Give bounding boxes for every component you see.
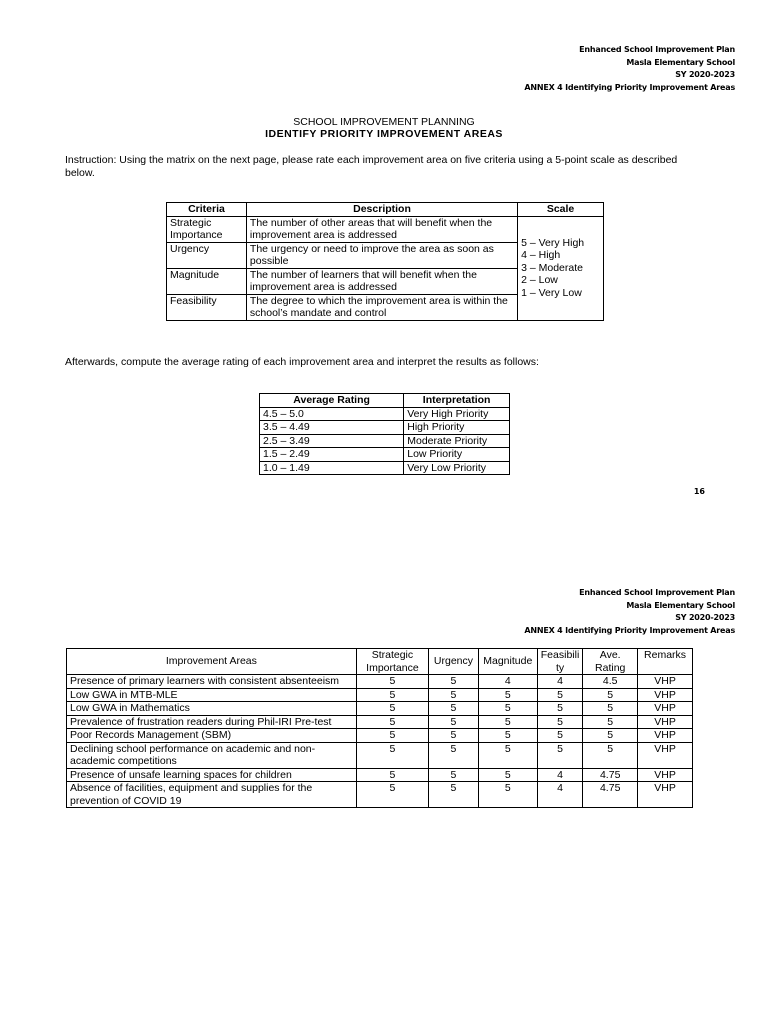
- criteria-cell: Magnitude: [167, 268, 247, 294]
- urgency-header: Urgency: [429, 649, 479, 675]
- strategic-cell: 5: [356, 729, 428, 743]
- remarks-cell: VHP: [638, 715, 693, 729]
- magnitude-cell: 5: [478, 768, 537, 782]
- ave-rating-cell: 5: [583, 715, 638, 729]
- remarks-cell: VHP: [638, 768, 693, 782]
- rating-range-cell: 4.5 – 5.0: [260, 407, 404, 421]
- feasibility-cell: 4: [537, 675, 583, 689]
- criteria-cell: Feasibility: [167, 294, 247, 320]
- plan-title: Enhanced School Improvement Plan: [579, 45, 735, 54]
- table-row: [67, 742, 693, 768]
- strategic-cell: 5: [356, 742, 428, 768]
- ave-rating-cell: 5: [583, 688, 638, 702]
- urgency-cell: 5: [429, 715, 479, 729]
- strategic-cell: 5: [356, 675, 428, 689]
- feasibility-cell: 5: [537, 742, 583, 768]
- rating-table: [259, 393, 510, 475]
- ave-rating-cell: 5: [583, 702, 638, 716]
- urgency-cell: 5: [429, 742, 479, 768]
- table-row: [67, 715, 693, 729]
- magnitude-cell: 5: [478, 702, 537, 716]
- magnitude-cell: 5: [478, 729, 537, 743]
- ave-rating-cell: 4.75: [583, 768, 638, 782]
- urgency-cell: 5: [429, 782, 479, 808]
- afterwards-text: Afterwards, compute the average rating of each improvement area and interpret the results as follows:: [65, 356, 539, 368]
- table-row: [67, 729, 693, 743]
- interpretation-cell: High Priority: [404, 421, 510, 435]
- remarks-header: Remarks: [638, 649, 693, 675]
- ave-rating-cell: 4.5: [583, 675, 638, 689]
- rating-range-cell: 1.5 – 2.49: [260, 448, 404, 462]
- interpretation-header: Interpretation: [404, 394, 510, 408]
- table-row: [67, 702, 693, 716]
- improvement-areas-header: Improvement Areas: [67, 649, 357, 675]
- magnitude-cell: 5: [478, 688, 537, 702]
- remarks-cell: VHP: [638, 782, 693, 808]
- page-header-1: [524, 44, 735, 94]
- area-cell: Prevalence of frustration readers during Phil-IRI Pre-test: [67, 715, 357, 729]
- urgency-cell: 5: [429, 702, 479, 716]
- feasibility-cell: 4: [537, 768, 583, 782]
- table-row: [260, 448, 510, 462]
- improvement-areas-table: [66, 648, 693, 808]
- urgency-cell: 5: [429, 729, 479, 743]
- urgency-cell: 5: [429, 688, 479, 702]
- school-year: SY 2020-2023: [675, 70, 735, 79]
- remarks-cell: VHP: [638, 742, 693, 768]
- area-cell: Presence of primary learners with consistent absenteeism: [67, 675, 357, 689]
- remarks-cell: VHP: [638, 688, 693, 702]
- feasibility-cell: 5: [537, 702, 583, 716]
- rating-header-row: [260, 394, 510, 408]
- remarks-cell: VHP: [638, 702, 693, 716]
- description-cell: The degree to which the improvement area is within the school’s mandate and control: [246, 294, 517, 320]
- feasibility-cell: 5: [537, 729, 583, 743]
- plan-title: Enhanced School Improvement Plan: [579, 588, 735, 597]
- instruction-text: Instruction: Using the matrix on the next page, please rate each improvement area on five criteria using a 5-point scale as described below.: [65, 154, 678, 179]
- table-row: [260, 421, 510, 435]
- scale-item: 1 – Very Low: [521, 286, 582, 299]
- criteria-table: [166, 202, 604, 321]
- scale-item: 3 – Moderate: [521, 261, 583, 274]
- page-header-2: [524, 587, 735, 637]
- area-cell: Poor Records Management (SBM): [67, 729, 357, 743]
- table-row: [260, 407, 510, 421]
- interpretation-cell: Very Low Priority: [404, 461, 510, 475]
- magnitude-cell: 5: [478, 782, 537, 808]
- criteria-header-row: [167, 203, 604, 217]
- criteria-cell: Strategic Importance: [167, 216, 247, 242]
- criteria-cell: Urgency: [167, 242, 247, 268]
- feasibility-header: Feasibility: [537, 649, 583, 675]
- magnitude-cell: 4: [478, 675, 537, 689]
- urgency-cell: 5: [429, 675, 479, 689]
- description-cell: The number of other areas that will benefit when the improvement area is addressed: [246, 216, 517, 242]
- school-year: SY 2020-2023: [675, 613, 735, 622]
- area-cell: Presence of unsafe learning spaces for children: [67, 768, 357, 782]
- strategic-cell: 5: [356, 715, 428, 729]
- urgency-cell: 5: [429, 768, 479, 782]
- rating-range-cell: 2.5 – 3.49: [260, 434, 404, 448]
- area-cell: Low GWA in Mathematics: [67, 702, 357, 716]
- scale-item: 5 – Very High: [521, 236, 585, 249]
- ave-rating-cell: 5: [583, 742, 638, 768]
- interpretation-cell: Moderate Priority: [404, 434, 510, 448]
- area-cell: Declining school performance on academic and non-academic competitions: [67, 742, 357, 768]
- strategic-cell: 5: [356, 782, 428, 808]
- title-line-1: SCHOOL IMPROVEMENT PLANNING: [293, 116, 475, 128]
- title-line-2: IDENTIFY PRIORITY IMPROVEMENT AREAS: [265, 128, 503, 140]
- rating-range-cell: 1.0 – 1.49: [260, 461, 404, 475]
- average-rating-header: Average Rating: [260, 394, 404, 408]
- scale-cell: [518, 216, 604, 320]
- table-row: [67, 768, 693, 782]
- feasibility-cell: 4: [537, 782, 583, 808]
- interpretation-cell: Very High Priority: [404, 407, 510, 421]
- page-number: 16: [693, 487, 705, 496]
- ave-rating-header: Ave. Rating: [583, 649, 638, 675]
- remarks-cell: VHP: [638, 729, 693, 743]
- strategic-cell: 5: [356, 702, 428, 716]
- strategic-cell: 5: [356, 688, 428, 702]
- title-block: [0, 116, 768, 140]
- area-cell: Low GWA in MTB-MLE: [67, 688, 357, 702]
- description-header: Description: [246, 203, 517, 217]
- scale-header: Scale: [518, 203, 604, 217]
- area-cell: Absence of facilities, equipment and supplies for the prevention of COVID 19: [67, 782, 357, 808]
- feasibility-cell: 5: [537, 688, 583, 702]
- remarks-cell: VHP: [638, 675, 693, 689]
- table-row: [67, 675, 693, 689]
- scale-item: 2 – Low: [521, 274, 558, 287]
- magnitude-cell: 5: [478, 742, 537, 768]
- interpretation-cell: Low Priority: [404, 448, 510, 462]
- magnitude-cell: 5: [478, 715, 537, 729]
- annex-title: ANNEX 4 Identifying Priority Improvement Areas: [524, 82, 735, 92]
- magnitude-header: Magnitude: [478, 649, 537, 675]
- scale-item: 4 – High: [521, 249, 561, 262]
- school-name: Masla Elementary School: [626, 600, 735, 610]
- strategic-cell: 5: [356, 768, 428, 782]
- strategic-importance-header: Strategic Importance: [356, 649, 428, 675]
- ave-rating-cell: 4.75: [583, 782, 638, 808]
- description-cell: The urgency or need to improve the area as soon as possible: [246, 242, 517, 268]
- table-row: [67, 782, 693, 808]
- annex-title: ANNEX 4 Identifying Priority Improvement Areas: [524, 625, 735, 635]
- description-cell: The number of learners that will benefit when the improvement area is addressed: [246, 268, 517, 294]
- criteria-header: Criteria: [167, 203, 247, 217]
- table-row: [167, 216, 604, 242]
- school-name: Masla Elementary School: [626, 57, 735, 67]
- feasibility-cell: 5: [537, 715, 583, 729]
- table-row: [67, 688, 693, 702]
- table-row: [260, 434, 510, 448]
- table-row: [260, 461, 510, 475]
- ave-rating-cell: 5: [583, 729, 638, 743]
- rating-range-cell: 3.5 – 4.49: [260, 421, 404, 435]
- area-header-row: [67, 649, 693, 675]
